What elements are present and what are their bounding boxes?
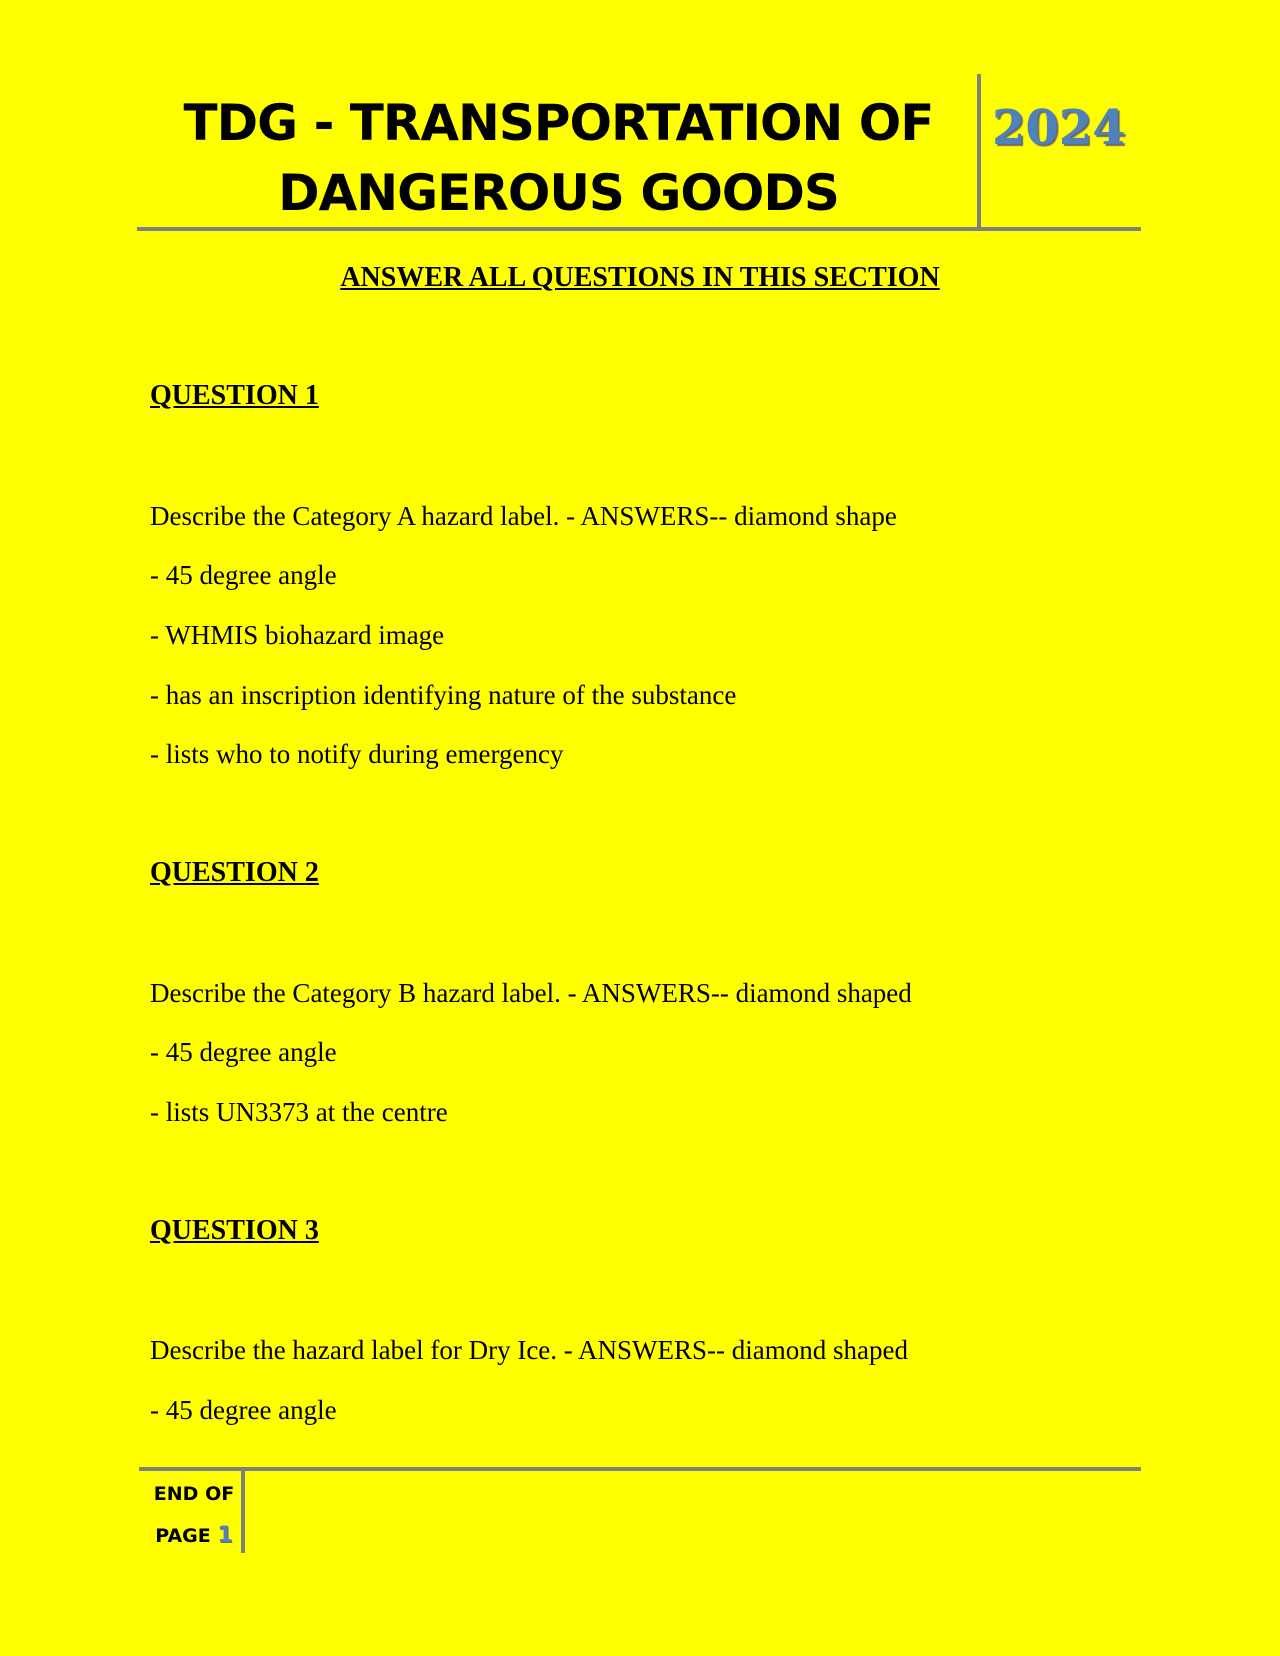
document-title bbox=[137, 88, 980, 228]
question-2-line: - 45 degree angle bbox=[150, 1037, 337, 1067]
question-1-line: Describe the Category A hazard label. - ANSWERS-- diamond shape bbox=[150, 501, 897, 531]
header-year: 2024 bbox=[992, 100, 1126, 156]
footer-rule bbox=[139, 1467, 1141, 1471]
question-1-line: - WHMIS biohazard image bbox=[150, 620, 445, 650]
question-2-heading: QUESTION 2 bbox=[150, 857, 319, 888]
question-1-line: - lists who to notify during emergency bbox=[150, 739, 564, 769]
question-2-line: Describe the Category B hazard label. - ANSWERS-- diamond shaped bbox=[150, 978, 912, 1008]
question-1-line: - has an inscription identifying nature of the substance bbox=[150, 680, 737, 710]
page-footer bbox=[150, 1473, 238, 1557]
question-3-heading: QUESTION 3 bbox=[150, 1215, 319, 1246]
question-1-line: - 45 degree angle bbox=[150, 560, 337, 590]
question-3-line: Describe the hazard label for Dry Ice. - ANSWERS-- diamond shaped bbox=[150, 1335, 908, 1365]
title-line-2: DANGEROUS GOODS bbox=[278, 164, 839, 222]
question-1-heading: QUESTION 1 bbox=[150, 380, 319, 411]
page-header bbox=[137, 74, 1141, 230]
title-line-1: TDG - TRANSPORTATION OF bbox=[183, 94, 934, 152]
footer-page-number: 1 bbox=[217, 1523, 233, 1548]
header-vertical-divider bbox=[977, 74, 981, 230]
footer-page-label: PAGE bbox=[155, 1525, 211, 1547]
footer-end-of: END OF bbox=[153, 1483, 235, 1505]
section-instruction: ANSWER ALL QUESTIONS IN THIS SECTION bbox=[340, 262, 940, 293]
footer-vertical-divider bbox=[241, 1470, 245, 1553]
question-2-line: - lists UN3373 at the centre bbox=[150, 1097, 448, 1127]
header-rule bbox=[137, 227, 1141, 231]
question-3-line: - 45 degree angle bbox=[150, 1395, 337, 1425]
footer-page-line bbox=[150, 1515, 238, 1557]
